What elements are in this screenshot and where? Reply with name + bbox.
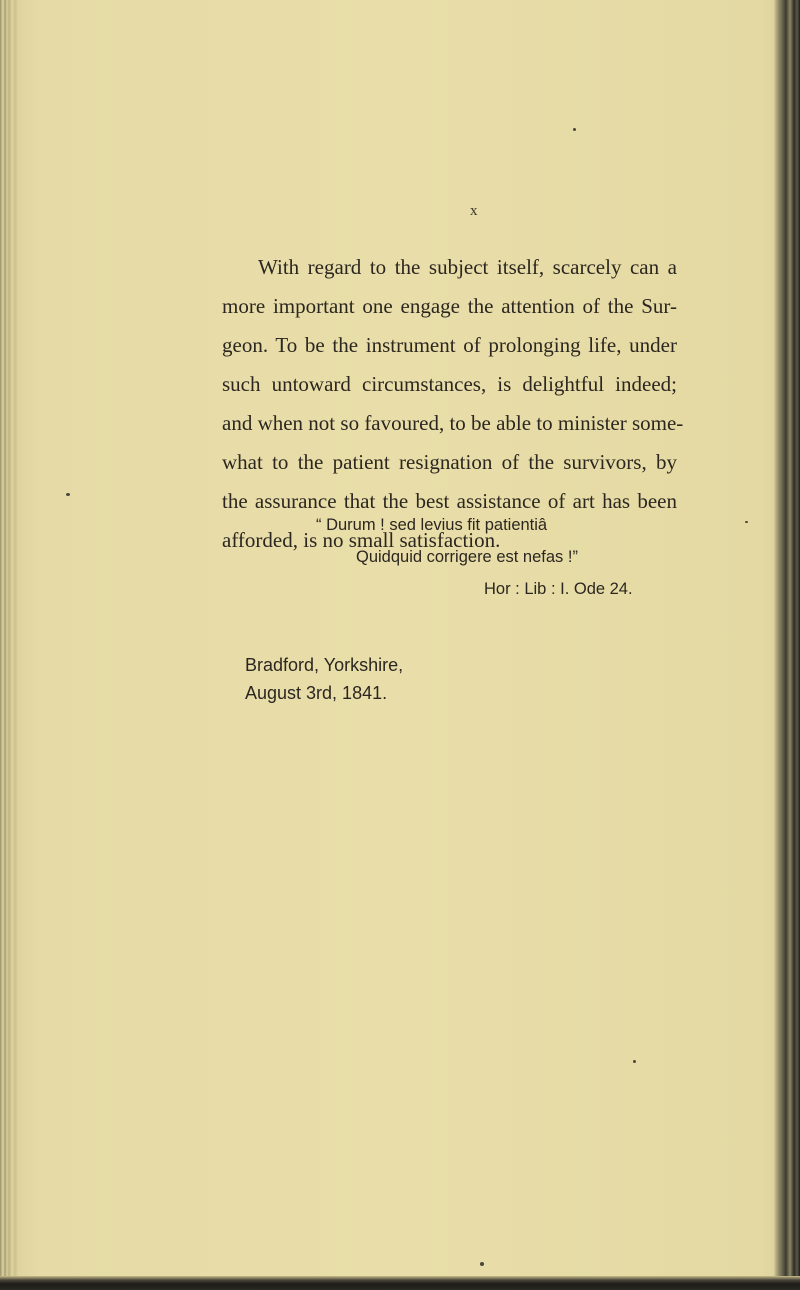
paragraph-line: and when not so favoured, to be able to minister some- — [222, 411, 684, 435]
paper-speck — [745, 521, 748, 523]
paper-speck — [573, 128, 576, 131]
paragraph-line: the assurance that the best assistance of art has been — [222, 489, 677, 513]
paragraph-line: what to the patient resignation of the survivors, by — [222, 450, 677, 474]
paragraph-line: afforded, is no small satisfaction. — [222, 528, 501, 552]
paragraph-line: such untoward circumstances, is delightful indeed; — [222, 372, 677, 396]
page-binding-edge — [0, 0, 18, 1290]
page-fore-edge — [774, 0, 800, 1290]
quote-citation: Hor : Lib : I. Ode 24. — [484, 580, 633, 598]
latin-quote-line-1: “ Durum ! sed levius fit patientiâ — [316, 516, 548, 534]
paragraph-line: With regard to the subject itself, scarcely can a — [258, 255, 677, 279]
paragraph-line: more important one engage the attention of the Sur- — [222, 294, 677, 318]
paper-speck — [66, 493, 70, 496]
page-bottom-edge — [0, 1276, 800, 1290]
signoff-place: Bradford, Yorkshire, — [245, 655, 404, 675]
page-number: x — [470, 203, 479, 219]
preface-paragraph — [222, 248, 684, 560]
paper-speck — [480, 1262, 484, 1266]
signoff-date: August 3rd, 1841. — [245, 683, 388, 703]
paragraph-line: geon. To be the instrument of prolonging life, under — [222, 333, 677, 357]
paper-speck — [633, 1060, 636, 1063]
latin-quote-line-2: Quidquid corrigere est nefas !” — [356, 548, 578, 566]
